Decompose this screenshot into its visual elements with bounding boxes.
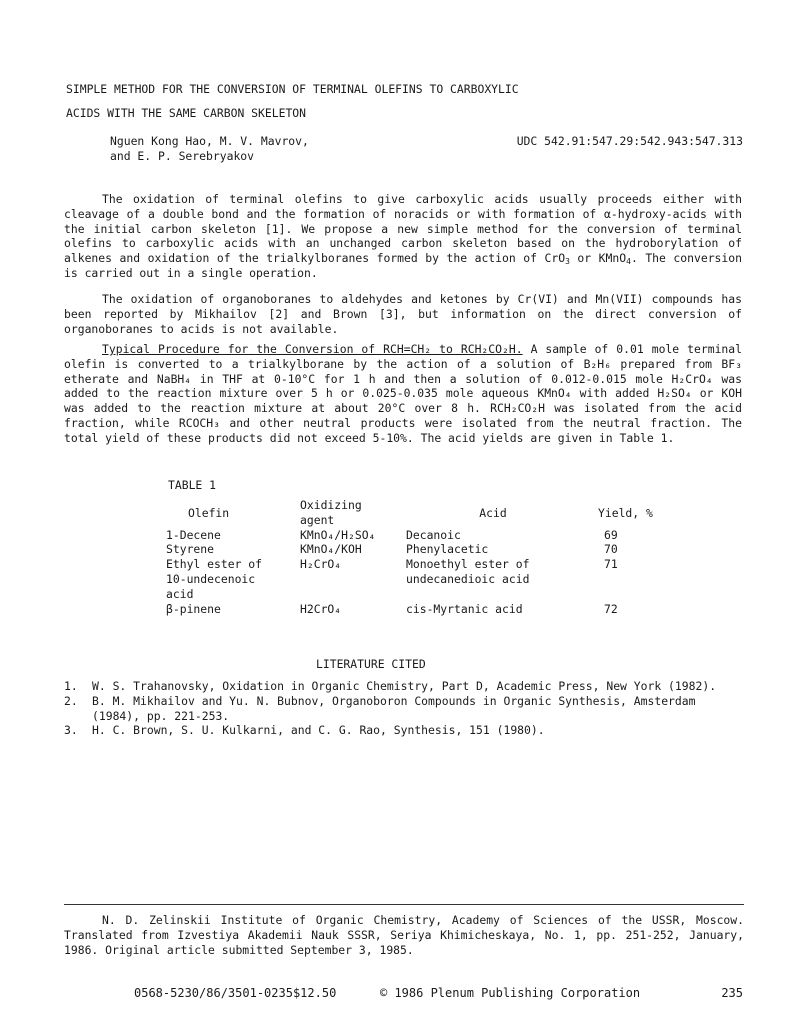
reference-text: B. M. Mikhailov and Yu. N. Bubnov, Organoboron Compounds in Organic Synthesis, Amsterdam (1984), pp. 221-253.: [92, 693, 696, 723]
header-yield: Yield, %: [598, 506, 653, 520]
paragraph-procedure: [64, 342, 742, 446]
header-acid: Acid: [479, 506, 507, 520]
reference-text: W. S. Trahanovsky, Oxidation in Organic Chemistry, Part D, Academic Press, New York (1982).: [92, 679, 717, 693]
cell-olefin: Styrene: [166, 542, 215, 557]
title-line-1: SIMPLE METHOD FOR THE CONVERSION OF TERMINAL OLEFINS TO CARBOXYLIC: [66, 82, 519, 96]
header-olefin: Olefin: [188, 506, 230, 520]
authors-line-2: and E. P. Serebryakov: [110, 148, 255, 163]
literature-cited-heading: LITERATURE CITED: [316, 657, 426, 671]
copyright-notice: © 1986 Plenum Publishing Corporation: [380, 986, 641, 1000]
reference-list: [64, 679, 744, 738]
para1-text-a: The oxidation of terminal olefins to give carboxylic acids usually proceeds either with cleavage of a double bond and the formation of noracids or with formation of α-hydroxy-acids with the initial carbon skeleton [1]. We propose a new simple method for the conversion of terminal olefins to carboxylic acids with an unchanged carbon skeleton based on the hydroborylation of alkenes and oxidation of the trialkylboranes formed by the action of CrO: [64, 192, 742, 266]
para1-text-c: or KMnO: [569, 251, 627, 266]
para1-sub-d: 4: [626, 257, 631, 267]
cell-yield: 72: [604, 601, 618, 616]
cell-acid: Phenylacetic: [406, 542, 489, 557]
procedure-text: A sample of 0.01 mole terminal olefin is converted to a trialkylborane by the action of a solution of B₂H₆ prepared from BF₃ etherate and NaBH₄ in THF at 0-10°C for 1 h and then a solution of 0.012-0.015 mole H₂CrO₄ was added to the reaction mixture over 5 h or 0.025-0.035 mole aqueous KMnO₄ with added H₂SO₄ or KOH was added to the reaction mixture at about 20°C over 8 h. RCH₂CO₂H was isolated from the acid fraction, while RCOCH₃ and other neutral products were isolated from the neutral fraction. The total yield of these products did not exceed 5-10%. The acid yields are given in Table 1.: [64, 342, 742, 445]
table-label: TABLE 1: [168, 478, 217, 492]
cell-agent: H2CrO₄: [300, 601, 342, 616]
cell-agent: KMnO₄/KOH: [300, 542, 362, 557]
yield-table: [166, 498, 664, 616]
cell-yield: 70: [604, 542, 618, 557]
paragraph-background: The oxidation of organoboranes to aldehydes and ketones by Cr(VI) and Mn(VII) compounds has been reported by Mikhailov [2] and Brown [3], but information on the direct conversion of organoboranes to acids is not available.: [64, 292, 742, 336]
authors-line-1: Nguen Kong Hao, M. V. Mavrov,: [110, 134, 309, 148]
cell-agent: H₂CrO₄: [300, 557, 342, 572]
footer-affiliation: N. D. Zelinskii Institute of Organic Chemistry, Academy of Sciences of the USSR, Moscow. Translated from Izvestiya Akademii Nauk SSSR, Seriya Khimicheskaya, No. 1, pp. 251-252, January, 1986. Original article submitted September 3, 1985.: [64, 913, 744, 957]
article-title: [66, 82, 766, 130]
reference-text: H. C. Brown, S. U. Kulkarni, and C. G. Rao, Synthesis, 151 (1980).: [92, 723, 545, 738]
cell-acid: Decanoic: [406, 527, 461, 542]
authors: [110, 134, 309, 164]
cell-yield: 71: [604, 557, 618, 572]
para1-text-e: . The conversion is carried out in a single operation.: [64, 251, 742, 280]
reference-number: 2.: [64, 693, 78, 708]
paragraph-intro: [64, 192, 742, 281]
cell-agent: KMnO₄/H₂SO₄: [300, 527, 376, 542]
reference-number: 1.: [64, 679, 78, 693]
cell-yield: 69: [604, 527, 618, 542]
procedure-heading: Typical Procedure for the Conversion of RCH=CH₂ to RCH₂CO₂H.: [102, 342, 523, 356]
para1-sub-b: 3: [565, 257, 570, 267]
header-oxidizing-agent: Oxidizing agent: [300, 498, 362, 527]
table-row: [166, 557, 664, 601]
reference-number: 3.: [64, 723, 78, 738]
cell-acid: cis-Myrtanic acid: [406, 601, 523, 616]
article-code: 0568-5230/86/3501-0235$12.50: [134, 986, 337, 1000]
table-header-row: [166, 498, 664, 528]
page-number: 235: [721, 986, 743, 1000]
table-row: [166, 542, 664, 557]
title-line-2: ACIDS WITH THE SAME CARBON SKELETON: [66, 106, 307, 120]
reference-item: [64, 694, 744, 724]
cell-olefin: Ethyl ester of 10-undecenoic acid: [166, 557, 263, 601]
table-row: [166, 528, 664, 543]
reference-item: [64, 723, 744, 738]
cell-olefin: β-pinene: [166, 601, 221, 616]
cell-acid: Monoethyl ester of undecanedioic acid: [406, 557, 530, 586]
cell-olefin: 1-Decene: [166, 527, 221, 542]
table-row: [166, 602, 664, 617]
udc-code: UDC 542.91:547.29:542.943:547.313: [516, 134, 743, 148]
footer-divider: [64, 904, 744, 905]
reference-item: [64, 679, 744, 694]
